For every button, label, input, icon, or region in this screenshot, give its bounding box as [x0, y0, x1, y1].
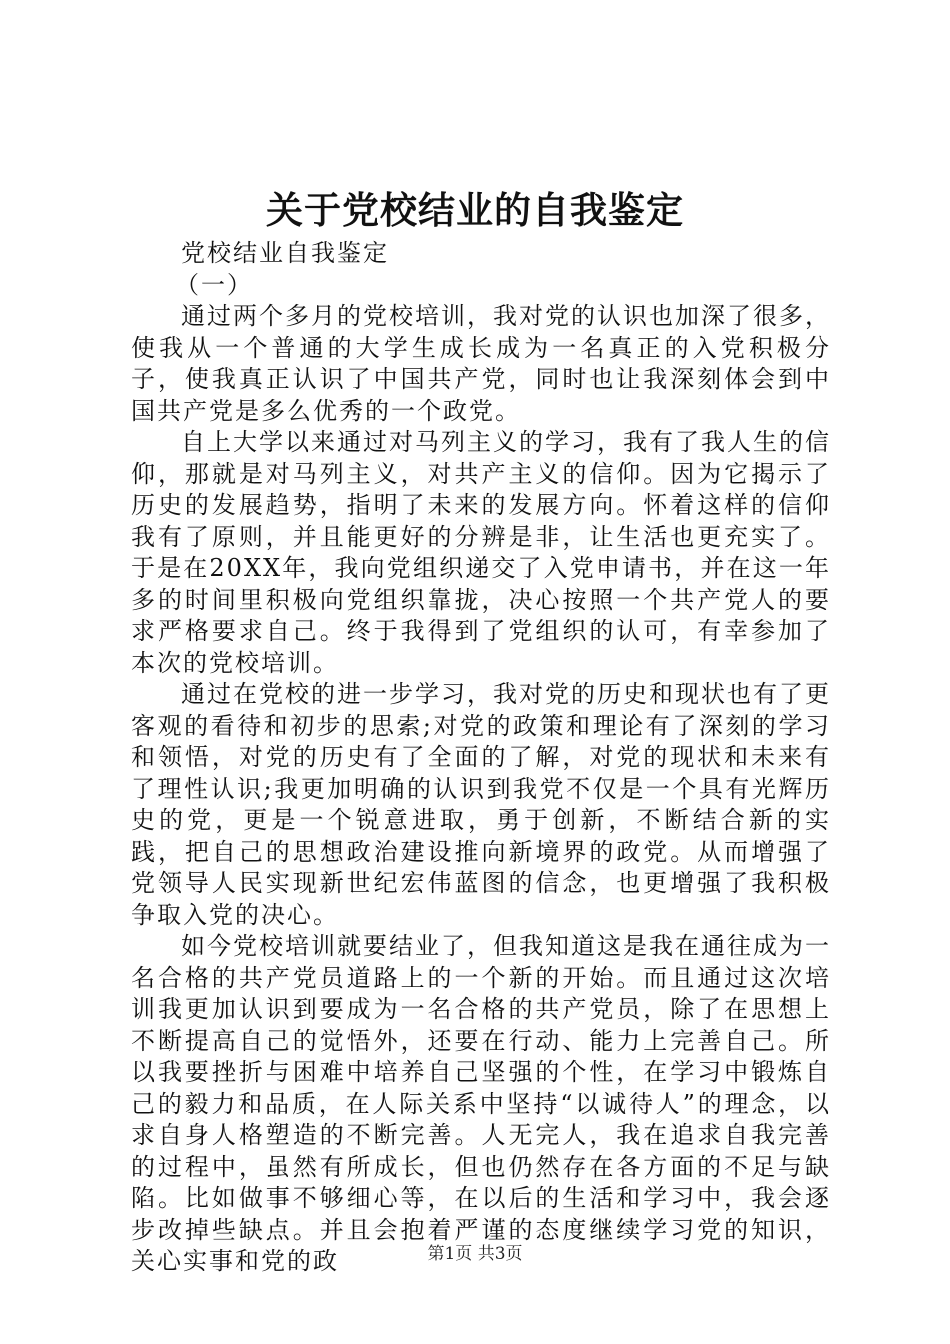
- document-subtitle: 党校结业自我鉴定: [181, 239, 389, 267]
- paragraph: 如今党校培训就要结业了，但我知道这是我在通往成为一名合格的共产党员道路上的一个新的开始。而且通过这次培训我更加认识到要成为一名合格的共产党员，除了在思想上不断提高自己的觉悟外，还要在行动、能力上完善自己。所以我要挫折与困难中培养自己坚强的个性，在学习中锻炼自己的毅力和品质，在人际关系中坚持“以诚待人”的理念，以求自身人格塑造的不断完善。人无完人，我在追求自我完善的过程中，虽然有所成长，但也仍然存在各方面的不足与缺陷。比如做事不够细心等，在以后的生活和学习中，我会逐步改掉些缺点。并且会抱着严谨的态度继续学习党的知识，关心实事和党的政: [131, 932, 831, 1275]
- paragraph: 通过在党校的进一步学习，我对党的历史和现状也有了更客观的看待和初步的思索;对党的政策和理论有了深刻的学习和领悟，对党的历史有了全面的了解，对党的现状和未来有了理性认识;我更加明确的认识到我党不仅是一个具有光辉历史的党，更是一个锐意进取，勇于创新，不断结合新的实践，把自己的思想政治建设推向新境界的政党。从而增强了党领导人民实现新世纪宏伟蓝图的信念，也更增强了我积极争取入党的决心。: [131, 680, 831, 929]
- paragraph: 通过两个多月的党校培训，我对党的认识也加深了很多，使我从一个普通的大学生成长成为一名真正的入党积极分子，使我真正认识了中国共产党，同时也让我深刻体会到中国共产党是多么优秀的一个政党。: [131, 302, 831, 425]
- document-title: 关于党校结业的自我鉴定: [266, 188, 684, 232]
- paragraph: 自上大学以来通过对马列主义的学习，我有了我人生的信仰，那就是对马列主义，对共产主义的信仰。因为它揭示了历史的发展趋势，指明了未来的发展方向。怀着这样的信仰我有了原则，并且能更好的分辨是非，让生活也更充实了。于是在20XX年，我向党组织递交了入党申请书，并在这一年多的时间里积极向党组织靠拢，决心按照一个共产党人的要求严格要求自己。终于我得到了党组织的认可，有幸参加了本次的党校培训。: [131, 428, 831, 677]
- page-footer: 第1页 共3页: [427, 1244, 523, 1264]
- document-body: [131, 238, 831, 1278]
- section-marker: （一）: [175, 270, 253, 299]
